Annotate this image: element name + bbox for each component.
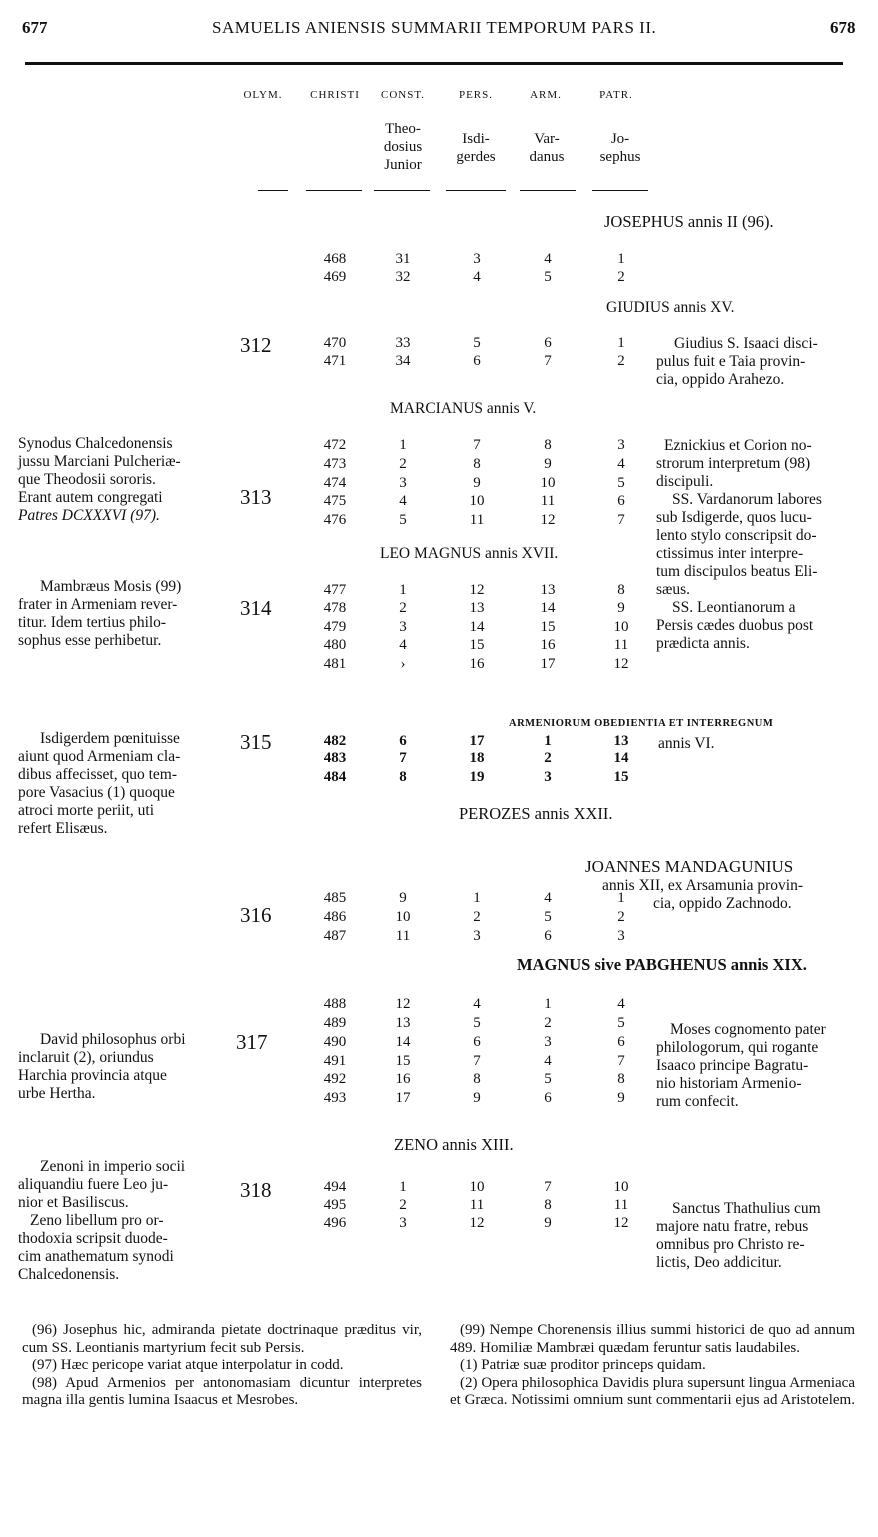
- cell-const: 16: [395, 1071, 411, 1087]
- cell-pers: 12: [469, 1215, 485, 1231]
- note-line: strorum interpretum (98): [656, 455, 811, 472]
- cell-christi: 475: [323, 493, 347, 509]
- col-pers-subheader: [436, 130, 516, 166]
- cell-pers: 3: [473, 251, 481, 267]
- cell-arm: 14: [540, 600, 556, 616]
- cell-arm: 5: [544, 1071, 552, 1087]
- col-arm-header: ARM.: [530, 89, 562, 101]
- heading-armeniorum: ARMENIORUM OBEDIENTIA ET INTERREGNUM: [509, 718, 774, 729]
- heading-joannes: JOANNES MANDAGUNIUS: [585, 857, 794, 876]
- col-pers-header: PERS.: [458, 89, 494, 101]
- cell-arm: 11: [540, 493, 556, 509]
- note-isdigerdem: [18, 730, 228, 838]
- cell-christi: 492: [323, 1071, 347, 1087]
- cell-arm: 9: [544, 1215, 552, 1231]
- cell-patr: 12: [613, 656, 629, 672]
- cell-const: 14: [395, 1034, 411, 1050]
- note-line: rum confecit.: [656, 1093, 739, 1110]
- cell-const: 5: [399, 512, 407, 528]
- cell-christi: 476: [323, 512, 347, 528]
- footnote: (1) Patriæ suæ proditor princeps quidam.: [460, 1357, 706, 1373]
- note-line: atroci morte periit, uti: [18, 802, 155, 819]
- cell-const: 2: [399, 600, 407, 616]
- note-line: discipuli.: [656, 473, 714, 490]
- note-thathulius: [656, 1200, 862, 1272]
- cell-patr: 8: [617, 582, 625, 598]
- cell-patr: 14: [613, 750, 629, 766]
- cell-const: 32: [395, 269, 411, 285]
- note-line: frater in Armeniam rever-: [18, 596, 178, 613]
- cell-patr: 9: [617, 1090, 625, 1106]
- cell-pers: 8: [473, 456, 481, 472]
- note-eznik: [656, 437, 862, 653]
- cell-christi: 474: [323, 475, 347, 491]
- cell-christi: 490: [323, 1034, 347, 1050]
- note-line: prædicta annis.: [656, 635, 750, 652]
- olympiad-number: 313: [240, 485, 272, 509]
- cell-christi: 479: [323, 619, 347, 635]
- cell-patr: 1: [617, 335, 625, 351]
- cell-const: 7: [399, 750, 407, 766]
- heading-marcianus: MARCIANUS annis V.: [390, 400, 537, 417]
- cell-arm: 3: [544, 769, 552, 785]
- note-line: sæus.: [656, 581, 691, 598]
- cell-patr: 2: [617, 269, 625, 285]
- col-patr-header: PATR.: [599, 89, 633, 101]
- cell-arm: 5: [544, 269, 552, 285]
- note-line: pulus fuit e Taia provin-: [656, 353, 806, 370]
- note-giudius: [656, 335, 862, 389]
- cell-const: 2: [399, 1197, 407, 1213]
- col-divider: [592, 190, 648, 191]
- note-line: refert Elisæus.: [18, 820, 108, 837]
- cell-christi: 470: [323, 335, 347, 351]
- cell-christi: 478: [323, 600, 347, 616]
- cell-pers: 7: [473, 1053, 481, 1069]
- col-olym-header: OLYM.: [243, 89, 283, 101]
- olympiad-number: 317: [236, 1030, 268, 1054]
- cell-pers: 14: [469, 619, 485, 635]
- cell-arm: 8: [544, 437, 552, 453]
- cell-patr: 7: [617, 1053, 625, 1069]
- col-divider: [258, 190, 288, 191]
- note-zenoni: [18, 1158, 228, 1284]
- cell-patr: 6: [617, 493, 625, 509]
- cell-arm: 16: [540, 637, 556, 653]
- note-moses: [656, 1021, 862, 1111]
- cell-christi: 493: [323, 1090, 347, 1106]
- cell-arm: 9: [544, 456, 552, 472]
- cell-arm: 6: [544, 335, 552, 351]
- note-line: Sanctus Thathulius cum: [672, 1200, 821, 1217]
- cell-arm: 7: [544, 1179, 552, 1195]
- arm-sub-line: Var-: [534, 131, 560, 147]
- cell-patr: 11: [613, 1197, 629, 1213]
- const-sub-line: Theo-: [385, 121, 421, 137]
- note-line: Erant autem congregati: [18, 489, 163, 506]
- note-line: aliquandiu fuere Leo ju-: [18, 1176, 169, 1193]
- note-line: urbe Hertha.: [18, 1085, 96, 1102]
- note-line: lento stylo conscripsit do-: [656, 527, 817, 544]
- cell-const: 6: [399, 733, 407, 749]
- cell-arm: 10: [540, 475, 556, 491]
- note-line: Harchia provincia atque: [18, 1067, 167, 1084]
- col-patr-subheader: [580, 130, 660, 166]
- cell-pers: 5: [473, 335, 481, 351]
- cell-patr: 9: [617, 600, 625, 616]
- cell-christi: 481: [323, 656, 347, 672]
- cell-pers: 6: [473, 353, 481, 369]
- cell-const: 1: [399, 582, 407, 598]
- cell-pers: 4: [473, 269, 481, 285]
- cell-christi: 491: [323, 1053, 347, 1069]
- note-line: SS. Leontianorum a: [672, 599, 796, 616]
- note-line: tum discipulos beatus Eli-: [656, 563, 818, 580]
- cell-arm: 8: [544, 1197, 552, 1213]
- heading-joannes-line2: annis XII, ex Arsamunia provin-: [602, 877, 804, 894]
- header-rule: [25, 62, 843, 65]
- cell-const: 1: [399, 437, 407, 453]
- cell-patr: 2: [617, 353, 625, 369]
- arm-sub-line: danus: [529, 149, 565, 165]
- olympiad-number: 312: [240, 333, 272, 357]
- cell-christi: 495: [323, 1197, 347, 1213]
- cell-const: 3: [399, 619, 407, 635]
- cell-arm: 4: [544, 890, 552, 906]
- cell-patr: 2: [617, 909, 625, 925]
- cell-christi: 485: [323, 890, 347, 906]
- cell-christi: 468: [323, 251, 347, 267]
- cell-christi: 488: [323, 996, 347, 1012]
- cell-patr: 15: [613, 769, 629, 785]
- note-line: SS. Vardanorum labores: [672, 491, 822, 508]
- cell-const: 12: [395, 996, 411, 1012]
- note-line: inclaruit (2), oriundus: [18, 1049, 154, 1066]
- cell-patr: 5: [617, 475, 625, 491]
- cell-const: 1: [399, 1179, 407, 1195]
- cell-pers: 9: [473, 1090, 481, 1106]
- col-divider: [446, 190, 506, 191]
- pers-sub-line: gerdes: [456, 149, 496, 165]
- footnote: (97) Hæc pericope variat atque interpolatur in codd.: [32, 1357, 344, 1373]
- cell-const: 4: [399, 493, 407, 509]
- cell-pers: 5: [473, 1015, 481, 1031]
- cell-pers: 3: [473, 928, 481, 944]
- heading-josephus: JOSEPHUS annis II (96).: [604, 212, 774, 231]
- cell-patr: 8: [617, 1071, 625, 1087]
- cell-arm: 5: [544, 909, 552, 925]
- heading-magnus: MAGNUS sive PABGHENUS annis XIX.: [517, 955, 807, 974]
- footnotes-right: [450, 1322, 855, 1410]
- cell-christi: 471: [323, 353, 347, 369]
- note-line: pore Vasacius (1) quoque: [18, 784, 175, 801]
- cell-patr: 4: [617, 996, 625, 1012]
- cell-pers: 2: [473, 909, 481, 925]
- cell-const: 3: [399, 475, 407, 491]
- cell-christi: 486: [323, 909, 347, 925]
- note-line: Isdigerdem pœnituisse: [40, 730, 180, 747]
- cell-patr: 5: [617, 1015, 625, 1031]
- footnote: (98) Apud Armenios per antonomasiam dicuntur interpretes magna illa gentis lumina Isaacus et Mesrobes.: [22, 1374, 422, 1408]
- const-sub-line: Junior: [384, 157, 422, 173]
- olympiad-number: 316: [240, 903, 272, 927]
- cell-christi: 489: [323, 1015, 347, 1031]
- cell-pers: 7: [473, 437, 481, 453]
- cell-christi: 483: [323, 750, 347, 766]
- patr-sub-line: Jo-: [610, 131, 630, 147]
- olympiad-number: 314: [240, 596, 272, 620]
- cell-patr: 13: [613, 733, 629, 749]
- heading-giudius: GIUDIUS annis XV.: [606, 299, 735, 316]
- footnote: (99) Nempe Chorenensis illius summi historici de quo ad annum 489. Homiliæ Mambræi quædam feruntur satis laudabiles.: [450, 1322, 855, 1356]
- cell-const: 4: [399, 637, 407, 653]
- cell-const: 34: [395, 353, 411, 369]
- note-line: Patres DCXXXVI (97).: [18, 507, 160, 524]
- cell-christi: 477: [323, 582, 347, 598]
- cell-pers: 18: [469, 750, 485, 766]
- cell-arm: 17: [540, 656, 556, 672]
- note-line: omnibus pro Christo re-: [656, 1236, 805, 1253]
- cell-pers: 10: [469, 1179, 485, 1195]
- cell-pers: 16: [469, 656, 485, 672]
- cell-patr: 3: [617, 928, 625, 944]
- cell-pers: 10: [469, 493, 485, 509]
- running-title: SAMUELIS ANIENSIS SUMMARII TEMPORUM PARS II.: [212, 18, 657, 37]
- col-const-header: CONST.: [381, 89, 425, 101]
- cell-patr: 6: [617, 1034, 625, 1050]
- heading-perozes: PEROZES annis XXII.: [459, 804, 613, 823]
- cell-pers: 17: [469, 733, 485, 749]
- cell-patr: 1: [617, 890, 625, 906]
- cell-patr: 10: [613, 1179, 629, 1195]
- cell-christi: 473: [323, 456, 347, 472]
- cell-patr: 4: [617, 456, 625, 472]
- note-line: Eznickius et Corion no-: [664, 437, 812, 454]
- note-line: dibus affecisset, quo tem-: [18, 766, 177, 783]
- col-const-subheader: [363, 120, 443, 174]
- cell-const: 13: [395, 1015, 411, 1031]
- olympiad-number: 318: [240, 1178, 272, 1202]
- note-line: jussu Marciani Pulcheriæ-: [18, 453, 181, 470]
- heading-armeniorum-years: annis VI.: [658, 735, 715, 752]
- note-line: nio historiam Armenio-: [656, 1075, 802, 1092]
- olympiad-number: 315: [240, 730, 272, 754]
- note-line: thodoxia scripsit duode-: [18, 1230, 168, 1247]
- cell-patr: 1: [617, 251, 625, 267]
- page-number-right: 678: [830, 18, 856, 37]
- cell-patr: 12: [613, 1215, 629, 1231]
- note-line: cim anathematum synodi: [18, 1248, 174, 1265]
- cell-arm: 2: [544, 1015, 552, 1031]
- col-arm-subheader: [507, 130, 587, 166]
- cell-arm: 4: [544, 1053, 552, 1069]
- cell-patr: 7: [617, 512, 625, 528]
- note-line: aiunt quod Armeniam cla-: [18, 748, 181, 765]
- note-line: philologorum, qui rogante: [656, 1039, 819, 1056]
- cell-patr: 11: [613, 637, 629, 653]
- note-synodus: [18, 435, 228, 525]
- cell-const: 33: [395, 335, 411, 351]
- note-line: Giudius S. Isaaci disci-: [674, 335, 818, 352]
- cell-const: 3: [399, 1215, 407, 1231]
- page-number-left: 677: [22, 18, 48, 37]
- cell-const: 31: [395, 251, 411, 267]
- cell-const: 17: [395, 1090, 411, 1106]
- cell-const: 15: [395, 1053, 411, 1069]
- note-mambraeus: [18, 578, 228, 650]
- cell-const: 11: [395, 928, 411, 944]
- cell-arm: 1: [544, 733, 552, 749]
- cell-pers: 6: [473, 1034, 481, 1050]
- cell-arm: 2: [544, 750, 552, 766]
- cell-const: 9: [399, 890, 407, 906]
- note-line: majore natu fratre, rebus: [656, 1218, 809, 1235]
- cell-arm: 7: [544, 353, 552, 369]
- cell-christi: 487: [323, 928, 347, 944]
- note-line: ctissimus inter interpre-: [656, 545, 804, 562]
- cell-pers: 9: [473, 475, 481, 491]
- heading-zeno: ZENO annis XIII.: [394, 1135, 514, 1154]
- cell-patr: 3: [617, 437, 625, 453]
- cell-christi: 482: [323, 733, 347, 749]
- footnote: (2) Opera philosophica Davidis plura supersunt lingua Armeniaca et Græca. Notissimi omnium sunt commentarii ejus ad Aristotelem.: [450, 1374, 855, 1408]
- cell-const: 8: [399, 769, 407, 785]
- cell-pers: 1: [473, 890, 481, 906]
- note-line: David philosophus orbi: [40, 1031, 186, 1048]
- cell-pers: 11: [469, 1197, 485, 1213]
- cell-christi: 494: [323, 1179, 347, 1195]
- note-line: que Theodosii sororis.: [18, 471, 156, 488]
- cell-christi: 484: [323, 769, 347, 785]
- cell-pers: 13: [469, 600, 485, 616]
- cell-arm: 4: [544, 251, 552, 267]
- cell-arm: 13: [540, 582, 556, 598]
- note-line: Moses cognomento pater: [670, 1021, 826, 1038]
- cell-const: 10: [395, 909, 411, 925]
- col-christi-header: CHRISTI: [310, 89, 360, 101]
- cell-arm: 15: [540, 619, 556, 635]
- note-line: lictis, Deo addicitur.: [656, 1254, 782, 1271]
- cell-christi: 472: [323, 437, 347, 453]
- cell-arm: 12: [540, 512, 556, 528]
- cell-arm: 6: [544, 1090, 552, 1106]
- cell-pers: 12: [469, 582, 485, 598]
- cell-arm: 1: [544, 996, 552, 1012]
- col-divider: [306, 190, 362, 191]
- note-line: sophus esse perhibetur.: [18, 632, 162, 649]
- cell-const: ›: [400, 656, 406, 672]
- cell-arm: 3: [544, 1034, 552, 1050]
- col-divider: [520, 190, 576, 191]
- note-line: Zenoni in imperio socii: [40, 1158, 186, 1175]
- heading-joannes-line3: cia, oppido Zachnodo.: [653, 895, 792, 912]
- cell-patr: 10: [613, 619, 629, 635]
- cell-arm: 6: [544, 928, 552, 944]
- note-david: [18, 1031, 228, 1103]
- note-line: Persis cædes duobus post: [656, 617, 814, 634]
- note-line: Mambræus Mosis (99): [40, 578, 182, 595]
- const-sub-line: dosius: [383, 139, 423, 155]
- cell-christi: 480: [323, 637, 347, 653]
- pers-sub-line: Isdi-: [462, 131, 490, 147]
- cell-pers: 11: [469, 512, 485, 528]
- note-line: Synodus Chalcedonensis: [18, 435, 173, 452]
- footnote: (96) Josephus hic, admiranda pietate doctrinaque præditus vir, cum SS. Leontianis martyrium fecit sub Persis.: [22, 1322, 422, 1356]
- cell-pers: 15: [469, 637, 485, 653]
- patr-sub-line: sephus: [599, 149, 641, 165]
- note-line: titur. Idem tertius philo-: [18, 614, 167, 631]
- note-line: Zeno libellum pro or-: [30, 1212, 164, 1229]
- cell-christi: 469: [323, 269, 347, 285]
- footnotes-left: [22, 1322, 422, 1410]
- note-line: cia, oppido Arahezo.: [656, 371, 785, 388]
- note-line: sub Isdigerde, quos lucu-: [656, 509, 812, 526]
- note-line: Chalcedonensis.: [18, 1266, 120, 1283]
- note-line: Isaaco principe Bagratu-: [656, 1057, 809, 1074]
- cell-const: 2: [399, 456, 407, 472]
- col-divider: [374, 190, 430, 191]
- cell-pers: 4: [473, 996, 481, 1012]
- cell-pers: 19: [469, 769, 485, 785]
- cell-pers: 8: [473, 1071, 481, 1087]
- heading-leo: LEO MAGNUS annis XVII.: [380, 545, 559, 562]
- cell-christi: 496: [323, 1215, 347, 1231]
- note-line: nior et Basiliscus.: [18, 1194, 129, 1211]
